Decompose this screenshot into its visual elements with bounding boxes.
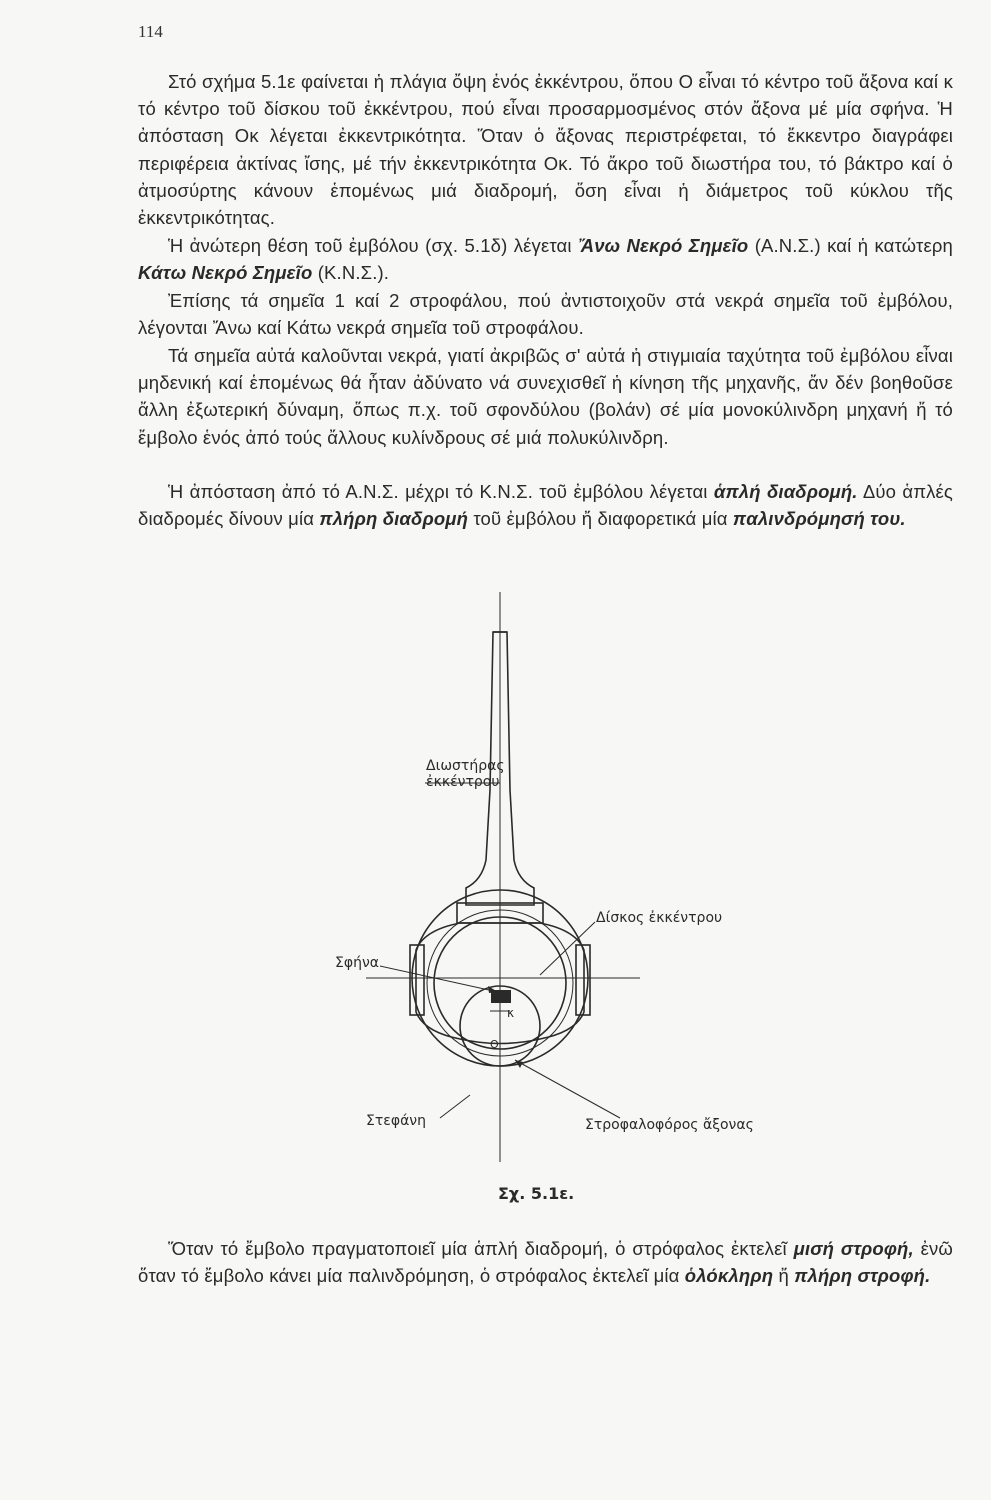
term-whole: ὁλόκληρη	[684, 1265, 774, 1287]
figure-caption: Σχ. 5.1ε.	[498, 1184, 575, 1203]
term-reciprocation: παλινδρόμησή του.	[732, 508, 906, 530]
label-strap: Στεφάνη	[366, 1113, 426, 1129]
label-shaft: Στροφαλοφόρος ἄξονας	[585, 1117, 754, 1133]
term-full-stroke: πλήρη διαδρομή	[319, 508, 469, 530]
label-disc: Δίσκος ἐκκέντρου	[596, 910, 723, 926]
label-o: Ο	[490, 1038, 499, 1051]
paragraph-text: Τά σημεῖα αὐτά καλοῦνται νεκρά, γιατί ἀκριβῶς σ' αὐτά ἡ στιγμιαία ταχύτητα τοῦ ἐμβόλου εἶναι μηδενική καί ἑπομένως θά ἦταν ἀδύνατο νά συνεχισθεῖ ἡ κίνηση τῆς μηχανῆς, ἄν δέν βοηθοῦσε ἄλλη ἐξωτερική δύναμη, ὅπως π.χ. τοῦ σφονδύλου (βολάν) σέ μία μονοκύλινδρη μηχανή ἤ τό ἔμβολο ἑνός ἀπό τούς ἄλλους κυλίνδρους σέ μιά πολυκύλινδρη.	[138, 345, 953, 448]
paragraph-crank-rotation	[138, 1235, 953, 1289]
label-key: Σφήνα	[335, 955, 380, 971]
paragraph-text: Ἐπίσης τά σημεῖα 1 καί 2 στροφάλου, πού ἀντιστοιχοῦν στά νεκρά σημεῖα τοῦ ἐμβόλου, λέγονται Ἄνω καί Κάτω νεκρά σημεῖα τοῦ στροφάλου.	[138, 290, 953, 339]
page-number: 114	[138, 22, 163, 41]
text-run: Ἡ ἀπόσταση ἀπό τό Α.Ν.Σ. μέχρι τό Κ.Ν.Σ. τοῦ ἐμβόλου λέγεται	[168, 481, 714, 502]
term-full-turn: πλήρη στροφή.	[794, 1265, 931, 1287]
paragraph-text	[138, 1235, 953, 1289]
text-run: ἐνῶ ὅταν τό ἔμβολο κάνει μία παλινδρόμηση, ὁ στρόφαλος ἐκτελεῖ μία	[138, 1238, 954, 1287]
text-run: τοῦ ἐμβόλου ἤ διαφορετικά μία	[468, 508, 733, 530]
label-rod-line2: ἐκκέντρου	[426, 774, 500, 790]
text-run: Ἡ ἀνώτερη θέση τοῦ ἐμβόλου (σχ. 5.1δ) λέγεται	[168, 235, 578, 256]
leader-key	[380, 966, 498, 992]
term-lower-dead-point: Κάτω Νεκρό Σημεῖο	[138, 262, 313, 284]
text-run: Δύο ἁπλές διαδρομές δίνουν μία	[138, 481, 953, 530]
leader-strap	[440, 1095, 470, 1118]
term-single-stroke: ἁπλή διαδρομή.	[713, 481, 858, 502]
term-upper-dead-point: Ἄνω Νεκρό Σημεῖο	[577, 235, 749, 256]
text-run: ἤ	[773, 1265, 795, 1287]
leader-shaft	[515, 1060, 620, 1118]
term-half-turn: μισή στροφή,	[793, 1238, 914, 1259]
text-run: Ὅταν τό ἔμβολο πραγματοποιεῖ μία ἁπλή διαδρομή, ὁ στρόφαλος ἐκτελεῖ	[168, 1238, 794, 1259]
label-rod-line1: Διωστήρας	[426, 758, 505, 774]
text-run: (Α.Ν.Σ.) καί ἡ κατώτερη	[748, 235, 953, 256]
paragraph-text: Στό σχήμα 5.1ε φαίνεται ἡ πλάγια ὄψη ἑνός ἐκκέντρου, ὅπου Ο εἶναι τό κέντρο τοῦ ἄξονα καί κ τό κέντρο τοῦ δίσκου τοῦ ἐκκέντρου, πού εἶναι προσαρμοσμένος στόν ἄξονα μέ μία σφήνα. Ἡ ἀπόσταση Οκ λέγεται ἐκκεντρικότητα. Ὅταν ὁ ἄξονας περιστρέφεται, τό ἔκκεντρο διαγράφει περιφέρεια ἀκτίνας ἴσης, μέ τήν ἐκκεντρικότητα Οκ. Τό ἄκρο τοῦ διωστήρα του, τό βάκτρο καί ὁ ἀτμοσύρτης κάνουν ἑπομένως μιά διαδρομή, ὅση εἶναι ἡ διάμετρος τοῦ κύκλου τῆς ἐκκεντρικότητας.	[138, 71, 953, 229]
label-k: κ	[507, 1006, 515, 1020]
text-run: (Κ.Ν.Σ.).	[312, 262, 390, 284]
